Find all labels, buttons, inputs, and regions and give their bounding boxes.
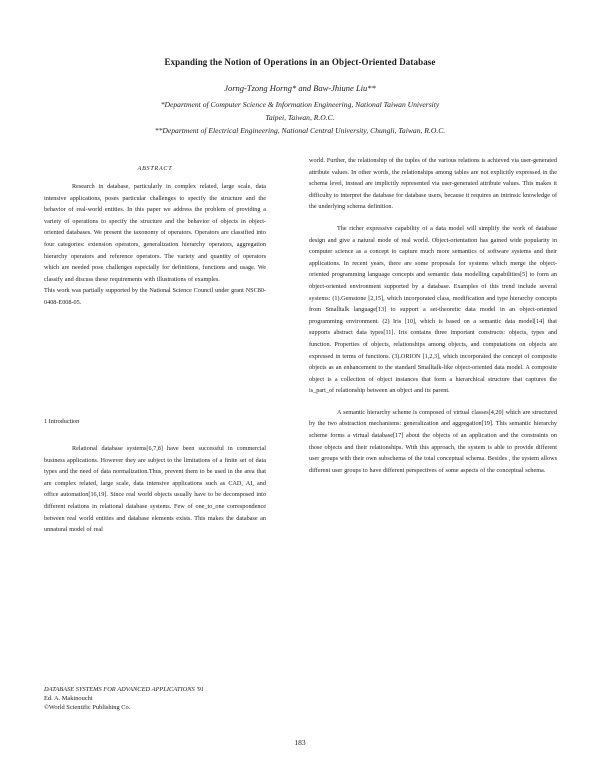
publisher-series: DATABASE SYSTEMS FOR ADVANCED APPLICATIONS '91 bbox=[44, 686, 205, 693]
publisher-copyright: ©World Scientific Publishing Co. bbox=[44, 704, 131, 712]
right-column bbox=[309, 155, 557, 476]
right-paragraph-2: The richer expressive capability of a data model will simplify the work of database design and give a natural mode of real world. Object-orientation has gained wide popularity in computer science as a concept to capture much more semantics of software systems and their applications. In recent years, there are some proposals for systems which merge the object-oriented programming language concepts and semantic data modelling capabilities[5] to form an object-oriented environment supported by a database. Examples of this trend include several systems: (1).Gemstone [2,15], which incorporated class, modification and type hierarchy concepts from Smalltalk language[13] to support a set-theoretic data model in an object-oriented programming environment. (2) Iris [10], which is based on a semantic data model[14] that supports abstract data types[11]. Iris contains three important constructs: objects, types and function. Properties of objects, relationships among objects, and computations on objects are expressed in terms of functions. (3).ORION [1,2,3], which incorporated the concept of composite objects as an enhancement to the standard Smalltalk-like object-oriented data model. A composite object is a collection of object instances that form a hierarchical structure that captures the is_part_of relationship between an object and its parent. bbox=[309, 224, 557, 395]
abstract-footnote: This work was partially supported by the National Science Council under grant NSC80-0408-E008-05. bbox=[44, 287, 266, 306]
introduction-paragraph: Relational database systems[6,7,8] have been successful in commercial business applications. However they are subject to the limitations of a finite set of data types and the need of data normalization.Thus, prevent them to be used in the area that are complex related, large scale, data intensive applications such as CAD, AI, and office automation[16,19]. Since real world objects usually have to be decomposed into different relations in relational database systems. Few of one_to_one correspondence between real world entities and database elements exists. This makes the database an unnatural model of real bbox=[44, 445, 266, 534]
publisher-block bbox=[44, 685, 204, 713]
right-paragraph-1: world. Further, the relationship of the tuples of the various relations is achieved via user-generated attribute values. In other words, the relationships among tables are not explicitly expressed in the schema level, instead are implicitly represented via user-generated attribute values. This makes it difficulty to interpret the database for database users, because it requires an intrinsic knowledge of the underlying schema definition. bbox=[309, 157, 557, 211]
page-number: 183 bbox=[294, 738, 306, 747]
affiliation-1-line-1: *Department of Computer Science & Information Engineering, National Taiwan University bbox=[160, 100, 440, 109]
abstract-heading: ABSTRACT bbox=[137, 166, 173, 172]
abstract-block bbox=[44, 181, 266, 309]
publisher-editor: Ed. A. Makinouchi bbox=[44, 695, 93, 703]
right-paragraph-3: A semantic hierarchy scheme is composed of virtual classes[4,20] which are structured by the two abstraction mechanisms: generalization and aggregation[19]. This semantic hierarchy scheme forms a virtual database[17] about the objects of an application and the constraints on those objects and their relationships. With this approach, the system is able to provide different user groups with their own subschema of the total conceptual schema. Besides , the system allows different user groups to have different perspectives of some aspects of the conceptual schema. bbox=[309, 408, 557, 474]
introduction-heading: 1 Introduction bbox=[44, 418, 80, 425]
paper-title: Expanding the Notion of Operations in an Object-Oriented Database bbox=[164, 57, 436, 67]
paper-authors: Jorng-Tzong Horng* and Baw-Jhiune Liu** bbox=[224, 83, 376, 93]
affiliation-1-line-2: Taipei, Taiwan, R.O.C. bbox=[265, 113, 335, 122]
introduction-block bbox=[44, 443, 266, 536]
abstract-body: Research in database, particularly in complex related, large scale, data intensive applications, poses particular challenges to specify the structure and the behavior of real-world entities. In this paper we address the problem of providing a variety of operations to specify the structure and the behavior of objects in object-oriented databases. We present the taxonomy of operators. Operators are classified into four categories: extension operators, generalization hierarchy operators, aggregation hierarchy operators and reference operators. The variety and quantity of operators which are needed pose challenges especially for definitions, functions and usage. We classify and discuss these requirements with illustrations of examples. bbox=[44, 183, 266, 283]
affiliation-2: **Department of Electrical Engineering, National Central University, Chungli, Taiwan, R.O.C. bbox=[154, 126, 446, 135]
